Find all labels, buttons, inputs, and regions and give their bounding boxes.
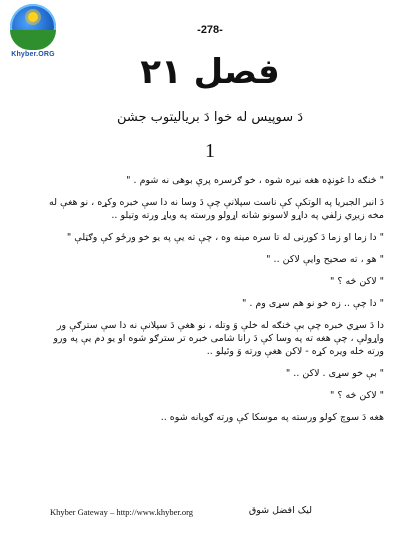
paragraph: " لاکن څه ؟ " — [330, 276, 384, 287]
paragraph: " دا زما او زما دَ کورنی له تا سره مینه وه ، چې ته یې په یو خو ورځو کې وګټلې " — [66, 232, 384, 243]
paragraph: " دا چې .. زه خو نو هم سړی وم . " — [241, 298, 384, 309]
paragraph: " څنګه دا غونډه هغه نیره شوه ، خو ګرسره پرې بوهی نه شوم . " — [126, 175, 384, 186]
paragraph: " لاکن څه ؟ " — [330, 390, 384, 401]
chapter-subtitle: دَ سوپیس له خوا دَ بریالیتوب جشن — [116, 110, 304, 125]
body-text — [40, 174, 384, 433]
paragraph: " هو ، ته صحیح وایې لاکن .. " — [266, 254, 384, 265]
paragraph: " بې خو سړی . لاکن .. " — [285, 368, 384, 379]
paragraph: دا دَ سړي خبره چې بې څنګه له خلې وَ وتله ، نو هغې دَ سپلانې نه دا سې سترګې ور واړولې ، چې هغه ته په وسا کې دَ رانا شامی خبره تر سترګو شوه او یو دم یې په ورو ورته خله ویره کړه - لاکن هغې ورته وَ وئیلو .. — [53, 320, 384, 357]
sun-icon — [28, 12, 38, 22]
paragraph: دَ انبر الجبریا په الوتکې کې ناست سپلانې چې دَ وسا نه دا سې خبره وکړه ، نو هغې له مخه زیږي زلفي په داړو لاسونو شانه اړولو ورسته په ویاړ ورته وتیلو .. — [49, 197, 384, 221]
footer-author: لیک افضل شوق — [248, 505, 312, 516]
chapter-title: فصل ۲۱ — [140, 52, 280, 92]
paragraph: هغه دَ سوچ کولو ورسته په موسکا کې ورته ګویانه شوه .. — [160, 412, 384, 423]
page-number: -278- — [197, 24, 223, 36]
footer-website-link[interactable]: Khyber Gateway – http://www.khyber.org — [50, 507, 194, 517]
logo-wordmark: Khyber.ORG — [11, 51, 55, 58]
section-number: 1 — [205, 140, 215, 162]
